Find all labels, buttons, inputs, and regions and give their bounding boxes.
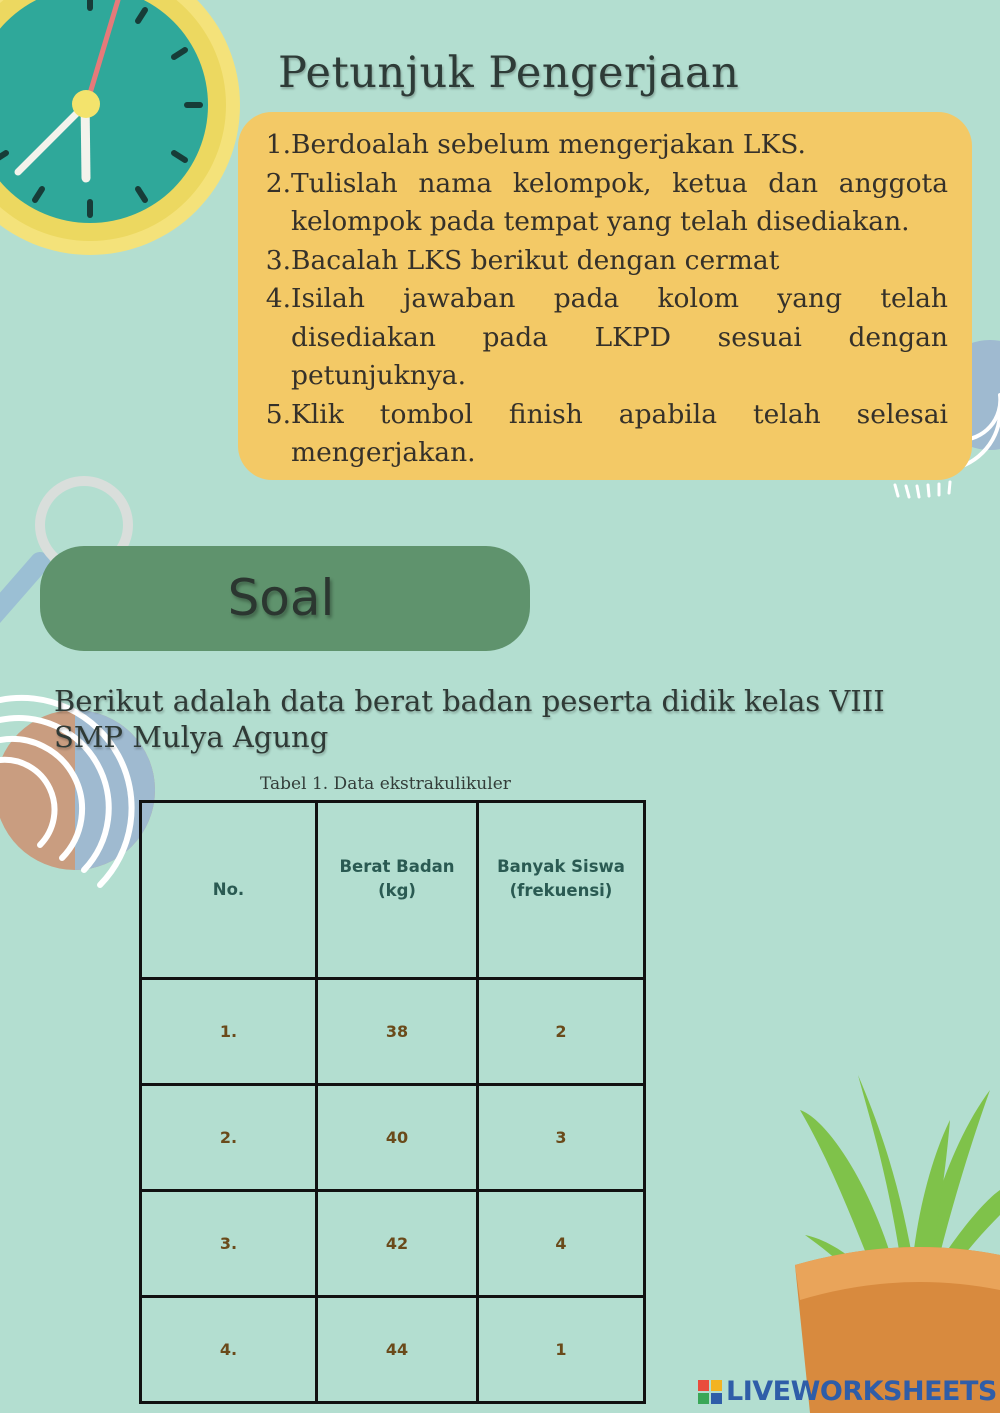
instruction-item bbox=[258, 165, 948, 242]
instruction-text: Berdoalah sebelum mengerjakan LKS. bbox=[291, 129, 806, 160]
instruction-number: 5. bbox=[265, 398, 291, 430]
instruction-item bbox=[258, 280, 948, 396]
instruction-item bbox=[258, 396, 948, 473]
instruction-text: Klik tombol finish apabila telah selesai mengerjakan. bbox=[291, 398, 948, 468]
instruction-number: 1. bbox=[265, 129, 291, 160]
question-text: Berikut adalah data berat badan peserta didik kelas VIII SMP Mulya Agung bbox=[54, 684, 885, 754]
table-header-row bbox=[141, 802, 645, 979]
table-row bbox=[141, 1085, 645, 1191]
cell-no: 2. bbox=[141, 1085, 317, 1191]
instruction-number: 4. bbox=[265, 283, 291, 314]
header-berat-badan: Berat Badan (kg) bbox=[317, 802, 478, 979]
instruction-number: 2. bbox=[265, 167, 291, 199]
cell-no: 4. bbox=[141, 1297, 317, 1403]
instruction-text: Isilah jawaban pada kolom yang telah disediakan pada LKPD sesuai dengan petunjuknya. bbox=[291, 283, 948, 391]
instruction-item bbox=[258, 242, 948, 281]
cell-berat: 42 bbox=[317, 1191, 478, 1297]
instruction-text: Tulislah nama kelompok, ketua dan anggota kelompok pada tempat yang telah disediakan. bbox=[291, 167, 948, 237]
instructions-title: Petunjuk Pengerjaan bbox=[278, 48, 740, 98]
table-row bbox=[141, 979, 645, 1085]
cell-no: 1. bbox=[141, 979, 317, 1085]
table-row bbox=[141, 1297, 645, 1403]
plant-icon bbox=[795, 1075, 1000, 1413]
cell-berat: 40 bbox=[317, 1085, 478, 1191]
instructions-list bbox=[258, 126, 948, 473]
brand-name[interactable]: LIVEWORKSHEETS bbox=[726, 1376, 997, 1407]
cell-frekuensi: 2 bbox=[478, 979, 645, 1085]
data-table bbox=[139, 800, 646, 1404]
cell-frekuensi: 1 bbox=[478, 1297, 645, 1403]
header-no: No. bbox=[141, 802, 317, 979]
table-caption: Tabel 1. Data ekstrakulikuler bbox=[260, 774, 511, 794]
soal-heading: Soal bbox=[227, 569, 335, 627]
cell-berat: 38 bbox=[317, 979, 478, 1085]
header-banyak-siswa: Banyak Siswa (frekuensi) bbox=[478, 802, 645, 979]
table-row bbox=[141, 1191, 645, 1297]
instruction-text: Bacalah LKS berikut dengan cermat bbox=[291, 244, 780, 276]
clock-icon bbox=[0, 0, 240, 255]
instruction-number: 3. bbox=[265, 244, 291, 276]
cell-frekuensi: 3 bbox=[478, 1085, 645, 1191]
cell-berat: 44 bbox=[317, 1297, 478, 1403]
liveworksheets-logo-icon bbox=[698, 1380, 722, 1404]
cell-frekuensi: 4 bbox=[478, 1191, 645, 1297]
instruction-item bbox=[258, 126, 948, 165]
cell-no: 3. bbox=[141, 1191, 317, 1297]
